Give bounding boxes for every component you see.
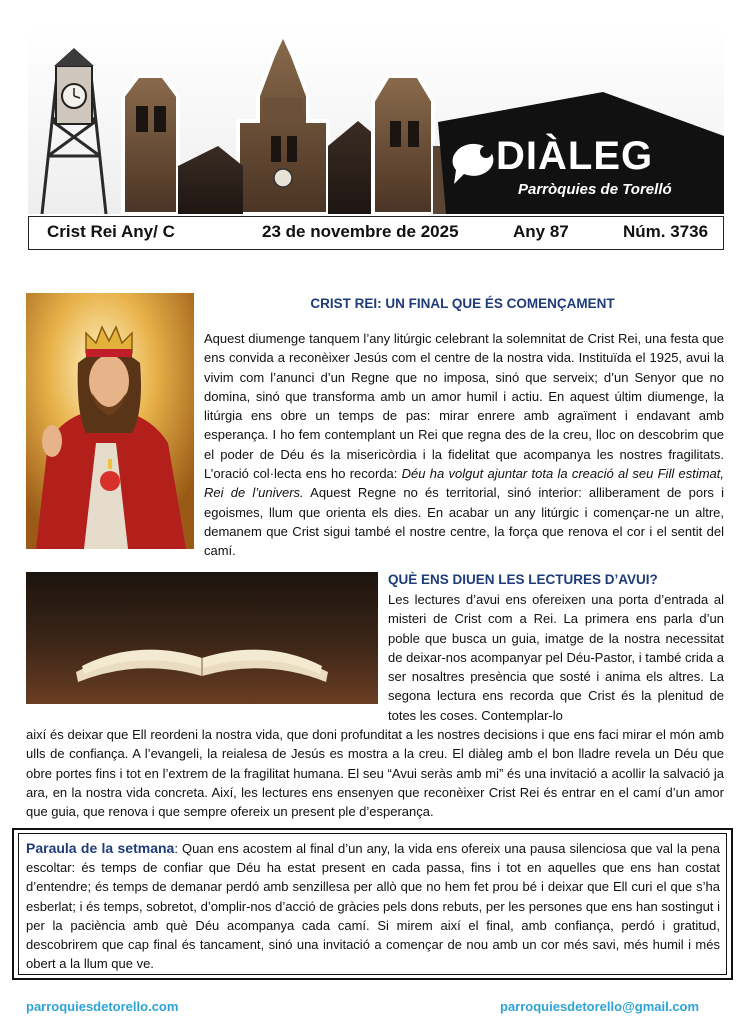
footer-email-link[interactable]: parroquiesdetorello@gmail.com (500, 999, 700, 1014)
paraula-body: : Quan ens acostem al final d’un any, la vida ens ofereix una pausa silenciosa que val la pena escoltar: és temps de confiar que Déu ha estat present en cada passa, fins i tot en aquelles que ens han costat d’entendre; és temps de demanar perdó amb senzillesa per allò que no hem fet prou bé i deixar que Ell curi el que s’ha esberlat; i és temps, sobretot, d’omplir-nos d’acció de gràcies pels dons rebuts, per les persones que ens han sostingut i per la paciència amb què Déu acompanya cada camí. Si mirem així el final, amb confiança, perdó i gratitud, descobrirem que cap final és tancament, sinó una invitació a començar de nou amb un cor més savi, més humil i més obert a la llum que ve. (26, 841, 720, 972)
article2-body-part2: així és deixar que Ell reordeni la nostra vida, que doni profunditat a les nostres decisions i que ens faci mirar el món amb ulls de confiança. A l’evangeli, la reialesa de Jesús es mostra a la creu. El diàleg amb el bon lladre revela un Déu que obre portes fins i tot en l’extrem de la fragilitat humana. El seu “Avui seràs amb mi” és una invitació a acollir la salvació ja ara, en la nostra vida concreta. Així, les lectures ens ensenyen que reconèixer Crist Rei és entrar en el camí d’un amor que guia, que renova i que sempre ofereix un present ple d’esperança. (26, 727, 724, 820)
masthead (28, 26, 724, 254)
issue-date: 23 de novembre de 2025 (262, 222, 459, 241)
liturgical-label: Crist Rei Any/ C (47, 222, 175, 241)
article1-body-text: Aquest diumenge tanquem l’any litúrgic celebrant la solemnitat de Crist Rei, una festa que ens convida a reconèixer Jesús com el centre de la nostra vida. Instituïda el 1925, avui la vivim com l’anunci d’un Regne que no imposa, sinó que serveix; d’un Senyor que no domina, sinó que transforma amb un amor humil i actiu. En aquest últim diumenge, la litúrgia ens obre un temps de pas: mirar enrere amb agraïment i endavant amb esperança. I ho fem contemplant un Rei que regna des de la creu, lloc on descobrim que el poder de Déu és la misericòrdia i la fidelitat que acompanya les nostres fragilitats. L’oració col·lecta ens ho recorda: (204, 331, 724, 482)
article1-body (204, 329, 724, 561)
article1-quote: Déu ha volgut ajuntar tota la creació al seu Fill estimat, Rei de l’univers. (204, 466, 724, 501)
paraula-title: Paraula de la setmana (26, 840, 175, 856)
logo-title: DIÀLEG (496, 134, 654, 178)
article1-title: CRIST REI: UN FINAL QUE ÉS COMENÇAMENT (310, 296, 615, 311)
open-book-image (26, 572, 378, 704)
christ-king-image (26, 293, 194, 549)
issue-year: Any 87 (513, 222, 569, 241)
issue-number: Núm. 3736 (623, 222, 709, 241)
article2-body-part1: Les lectures d’avui ens ofereixen una porta d’entrada al misteri de Crist com a Rei. La primera ens parla d’un poble que busca un guia, imatge de la nostra necessitat de deixar-nos acompanyar pel Déu-Pastor, i també crida a ser nosaltres presència que sosté i anima els altres. La segona lectura ens recorda que Crist és la plenitud de totes les coses. Contemplar-lo (388, 592, 725, 723)
footer-website-link[interactable]: parroquiesdetorello.com (26, 999, 179, 1014)
paraula-de-la-setmana (26, 839, 720, 973)
issue-info-bar (28, 216, 724, 250)
article2-title: QUÈ ENS DIUEN LES LECTURES D’AVUI? (388, 572, 658, 587)
logo-subtitle: Parròquies de Torelló (518, 181, 672, 198)
article1-body-text-end: Aquest Regne no és territorial, sinó interior: alliberament de pors i egoismes, llum que orienta els dies. En acabar un any litúrgic i començar-ne un altre, demanem que Crist sigui també el nostre centre, la força que renova el cor i el sentit del camí. (204, 485, 724, 559)
